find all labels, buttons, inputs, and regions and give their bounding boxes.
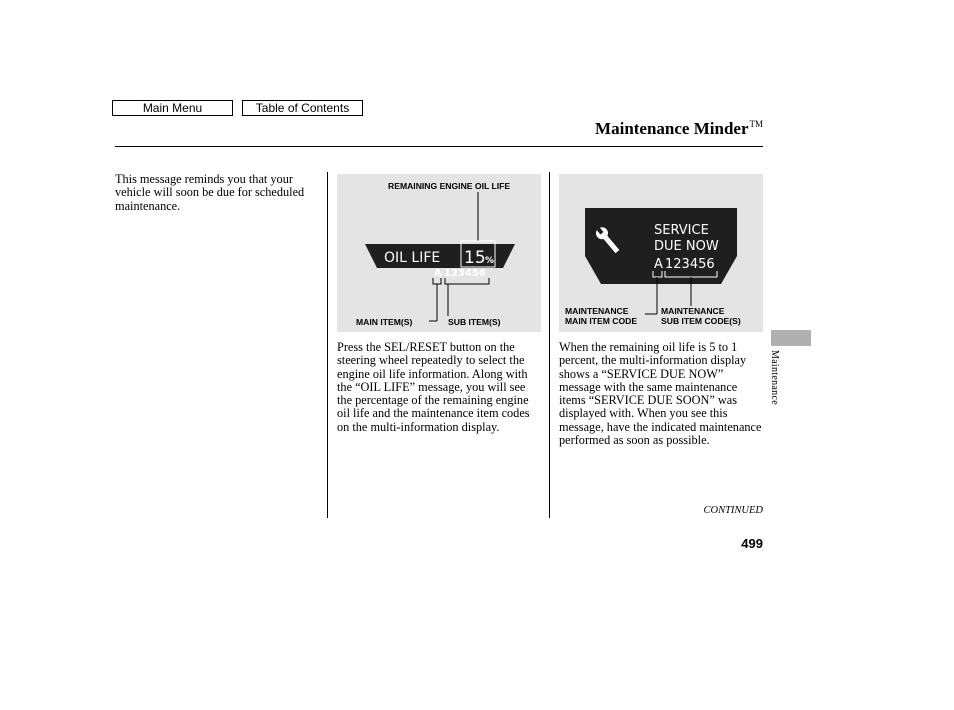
- table-of-contents-button[interactable]: Table of Contents: [242, 100, 363, 116]
- percent-sign: %: [485, 256, 495, 266]
- label-sub-item-codes: MAINTENANCE SUB ITEM CODE(S): [661, 306, 741, 326]
- column-divider: [327, 172, 328, 518]
- sub-item-codes: 123456: [444, 268, 486, 279]
- due-now-text: DUE NOW: [654, 239, 719, 254]
- main-menu-button[interactable]: Main Menu: [112, 100, 233, 116]
- continued-note: CONTINUED: [703, 505, 763, 516]
- column-divider: [549, 172, 550, 518]
- page-title: Maintenance Minder™: [595, 119, 763, 138]
- service-text: SERVICE: [654, 223, 709, 238]
- oil-life-percent: 15: [464, 248, 486, 268]
- body-text-oil-life: Press the SEL/RESET button on the steering wheel repeatedly to select the engine oil life information. Along with the “OIL LIFE” message, you will see the percentage of the remaining engine oil life and the maintenance item codes on the multi-information display.: [337, 340, 530, 434]
- oil-life-figure: [337, 174, 541, 332]
- oil-life-display-illustration: [337, 174, 541, 332]
- body-text-intro: This message reminds you that your vehicle will soon be due for scheduled maintenance.: [115, 172, 305, 213]
- section-label: Maintenance: [769, 350, 780, 405]
- label-sub-items: SUB ITEM(S): [448, 317, 501, 327]
- header-rule: [115, 146, 763, 147]
- label-remaining-oil-life: REMAINING ENGINE OIL LIFE: [388, 181, 511, 191]
- page-number: 499: [741, 536, 763, 551]
- label-main-item-code: MAINTENANCE MAIN ITEM CODE: [565, 306, 638, 326]
- main-item-code: A: [654, 257, 663, 272]
- section-tab[interactable]: [771, 330, 811, 346]
- oil-life-text: OIL LIFE: [384, 250, 441, 266]
- service-due-figure: [559, 174, 763, 332]
- sub-item-codes: 123456: [665, 257, 715, 272]
- label-main-items: MAIN ITEM(S): [356, 317, 413, 327]
- body-text-service-due: When the remaining oil life is 5 to 1 percent, the multi-information display shows a “SERVICE DUE NOW” message with the same maintenance items “SERVICE DUE SOON” was displayed with. When you see this message, have the indicated maintenance performed as soon as possible.: [559, 340, 762, 448]
- main-item-code: A: [434, 268, 442, 279]
- trademark: TM: [749, 119, 763, 129]
